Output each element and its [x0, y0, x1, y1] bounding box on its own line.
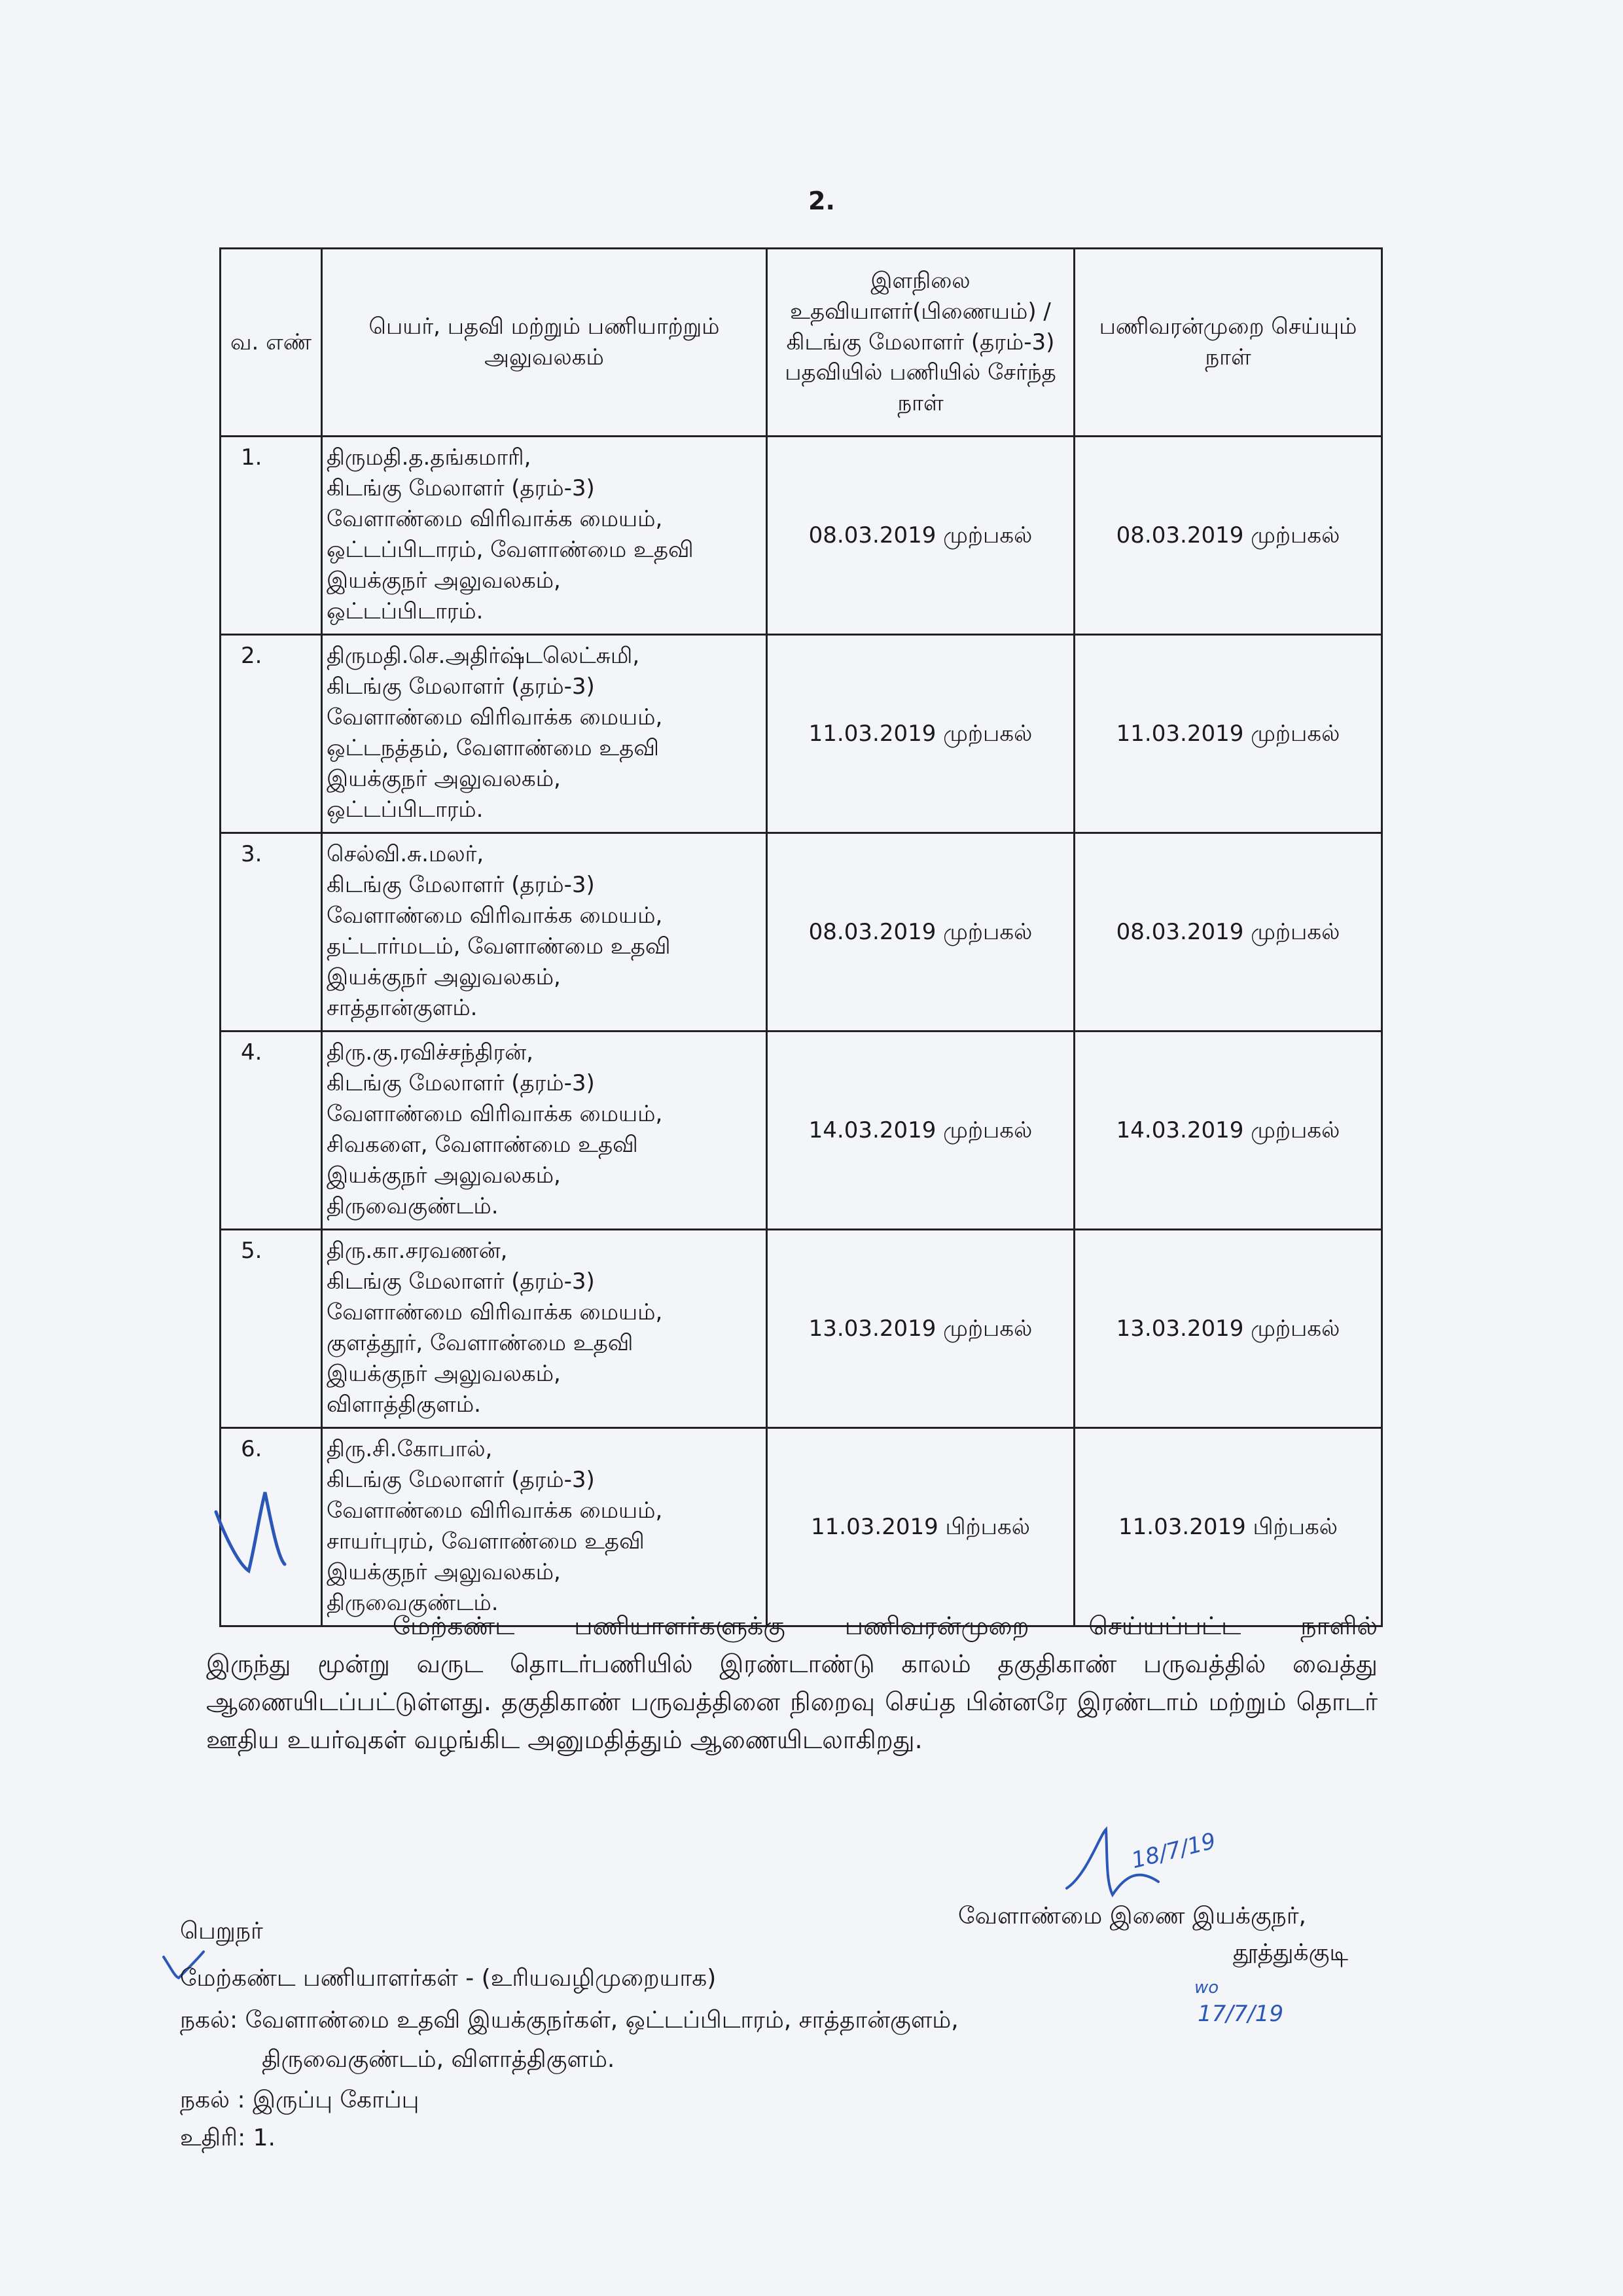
order-paragraph-rest: இருந்து மூன்று வருட தொடர்பணியில் இரண்டாண்டு காலம் தகுதிகாண் பருவத்தில் வைத்து ஆணையிடப்பட்டுள்ளது. தகுதிகாண் பருவத்தினை நிறைவு செய்த பின்னரே இரண்டாம் மற்றும் தொடர் ஊதிய உயர்வுகள் வழங்கிட அனுமதித்தும் ஆணையிடலாகிறது.: [206, 1649, 1378, 1754]
name-office-line: வேளாண்மை விரிவாக்க மையம்,: [327, 1299, 663, 1325]
name-office-line: வேளாண்மை விரிவாக்க மையம்,: [327, 1100, 663, 1127]
name-office-line: கிடங்கு மேலாளர் (தரம்-3): [327, 1268, 595, 1295]
recipient-label: பெறுநர்: [180, 1918, 263, 1945]
row-regularisation-date: 13.03.2019 முற்பகல்: [1075, 1230, 1382, 1428]
table-row: [221, 635, 1382, 833]
signature: [1060, 1823, 1219, 1901]
table-row: [221, 1031, 1382, 1230]
name-office-line: ஒட்டப்பிடாரம்.: [327, 796, 484, 823]
initials-date: 17/7/19: [1198, 2001, 1284, 2027]
name-office-line: குளத்தூர், வேளாண்மை உதவி: [327, 1329, 633, 1356]
signatory-place: தூத்துக்குடி: [1232, 1939, 1348, 1966]
name-office-line: சாத்தான்குளம்.: [327, 994, 478, 1021]
name-office-line: வேளாண்மை விரிவாக்க மையம்,: [327, 1497, 663, 1524]
row-name-office: [322, 635, 767, 833]
initials-scrawl: [1191, 1970, 1302, 2029]
name-office-line: கிடங்கு மேலாளர் (தரம்-3): [327, 475, 595, 501]
name-office-line: தட்டார்மடம், வேளாண்மை உதவி: [327, 933, 671, 960]
copy-to-line2: திருவைகுண்டம், விளாத்திகுளம்.: [262, 2046, 615, 2073]
name-office-line: திரு.கு.ரவிச்சந்திரன்,: [327, 1039, 533, 1066]
row-joining-date: 08.03.2019 முற்பகல்: [767, 437, 1075, 635]
name-office-line: வேளாண்மை விரிவாக்க மையம்,: [327, 902, 663, 929]
header-name: பெயர், பதவி மற்றும் பணியாற்றும் அலுவலகம்: [322, 249, 767, 437]
row-name-office: [322, 1230, 767, 1428]
name-office-line: வேளாண்மை விரிவாக்க மையம்,: [327, 704, 663, 730]
row-joining-date: 13.03.2019 முற்பகல்: [767, 1230, 1075, 1428]
header-joining-date: இளநிலை உதவியாளர்(பிணையம்) / கிடங்கு மேலாளர் (தரம்-3) பதவியில் பணியில் சேர்ந்த நாள்: [767, 249, 1075, 437]
file-copy-line: நகல் : இருப்பு கோப்பு: [180, 2087, 419, 2113]
signatory-designation: வேளாண்மை இணை இயக்குநர்,: [958, 1903, 1306, 1929]
row-sno: 1.: [221, 437, 322, 635]
name-office-line: திருவைகுண்டம்.: [327, 1193, 499, 1219]
row-name-office: [322, 833, 767, 1031]
row-joining-date: 08.03.2019 முற்பகல்: [767, 833, 1075, 1031]
name-office-line: கிடங்கு மேலாளர் (தரம்-3): [327, 1069, 595, 1096]
pen-mark-icon: [203, 1466, 294, 1584]
row-sno: 5.: [221, 1230, 322, 1428]
name-office-line: இயக்குநர் அலுவலகம்,: [327, 963, 561, 990]
name-office-line: திருமதி.செ.அதிர்ஷ்டலெட்சுமி,: [327, 643, 640, 669]
page-number: 2.: [808, 187, 835, 215]
name-office-line: இயக்குநர் அலுவலகம்,: [327, 765, 561, 792]
name-office-line: கிடங்கு மேலாளர் (தரம்-3): [327, 673, 595, 700]
row-joining-date: 11.03.2019 பிற்பகல்: [767, 1428, 1075, 1626]
table-row: [221, 833, 1382, 1031]
row-joining-date: 11.03.2019 முற்பகல்: [767, 635, 1075, 833]
row-joining-date: 14.03.2019 முற்பகல்: [767, 1031, 1075, 1230]
name-office-line: திருமதி.த.தங்கமாரி,: [327, 444, 531, 471]
name-office-line: ஒட்டப்பிடாரம், வேளாண்மை உதவி: [327, 536, 694, 563]
name-office-line: செல்வி.சு.மலர்,: [327, 841, 484, 867]
row-regularisation-date: 08.03.2019 முற்பகல்: [1075, 437, 1382, 635]
recipient-to: மேற்கண்ட பணியாளர்கள் - (உரியவழிமுறையாக): [180, 1965, 717, 1992]
name-office-line: விளாத்திகுளம்.: [327, 1391, 481, 1418]
row-sno: 3.: [221, 833, 322, 1031]
row-name-office: [322, 437, 767, 635]
table-header-row: [221, 249, 1382, 437]
row-regularisation-date: 11.03.2019 முற்பகல்: [1075, 635, 1382, 833]
order-paragraph: [206, 1607, 1378, 1759]
name-office-line: கிடங்கு மேலாளர் (தரம்-3): [327, 1466, 595, 1493]
name-office-line: இயக்குநர் அலுவலகம்,: [327, 567, 561, 594]
signatory-block: [897, 1898, 1368, 1971]
row-sno: 6.: [221, 1428, 322, 1626]
name-office-line: இயக்குநர் அலுவலகம்,: [327, 1162, 561, 1189]
spare-line: உதிரி: 1.: [180, 2125, 276, 2151]
table-row: [221, 1230, 1382, 1428]
row-sno: 4.: [221, 1031, 322, 1230]
name-office-line: ஒட்டநத்தம், வேளாண்மை உதவி: [327, 734, 660, 761]
row-name-office: [322, 1428, 767, 1626]
copy-to-line1: நகல்: வேளாண்மை உதவி இயக்குநர்கள், ஒட்டப்பிடாரம், சாத்தான்குளம்,: [180, 2007, 959, 2034]
row-name-office: [322, 1031, 767, 1230]
name-office-line: திரு.கா.சரவணன்,: [327, 1238, 508, 1264]
row-regularisation-date: 14.03.2019 முற்பகல்: [1075, 1031, 1382, 1230]
name-office-line: திருவைகுண்டம்.: [327, 1589, 499, 1616]
header-sno: வ. எண்: [221, 249, 322, 437]
name-office-line: இயக்குநர் அலுவலகம்,: [327, 1360, 561, 1387]
row-regularisation-date: 08.03.2019 முற்பகல்: [1075, 833, 1382, 1031]
name-office-line: ஒட்டப்பிடாரம்.: [327, 598, 484, 624]
svg-text:wo: wo: [1194, 1978, 1219, 1998]
header-regularisation-date: பணிவரன்முறை செய்யும் நாள்: [1075, 249, 1382, 437]
table-row: [221, 437, 1382, 635]
table-row: [221, 1428, 1382, 1626]
name-office-line: கிடங்கு மேலாளர் (தரம்-3): [327, 871, 595, 898]
name-office-line: சாயர்புரம், வேளாண்மை உதவி: [327, 1528, 645, 1554]
name-office-line: இயக்குநர் அலுவலகம்,: [327, 1558, 561, 1585]
name-office-line: வேளாண்மை விரிவாக்க மையம்,: [327, 505, 663, 532]
staff-table: [219, 247, 1383, 1627]
row-regularisation-date: 11.03.2019 பிற்பகல்: [1075, 1428, 1382, 1626]
name-office-line: திரு.சி.கோபால்,: [327, 1436, 493, 1462]
name-office-line: சிவகளை, வேளாண்மை உதவி: [327, 1131, 638, 1158]
order-paragraph-line1: மேற்கண்ட பணியாளர்களுக்கு பணிவரன்முறை செய்யப்பட்ட நாளில்: [393, 1611, 1378, 1640]
row-sno: 2.: [221, 635, 322, 833]
signature-date: 18/7/19: [1128, 1827, 1219, 1874]
